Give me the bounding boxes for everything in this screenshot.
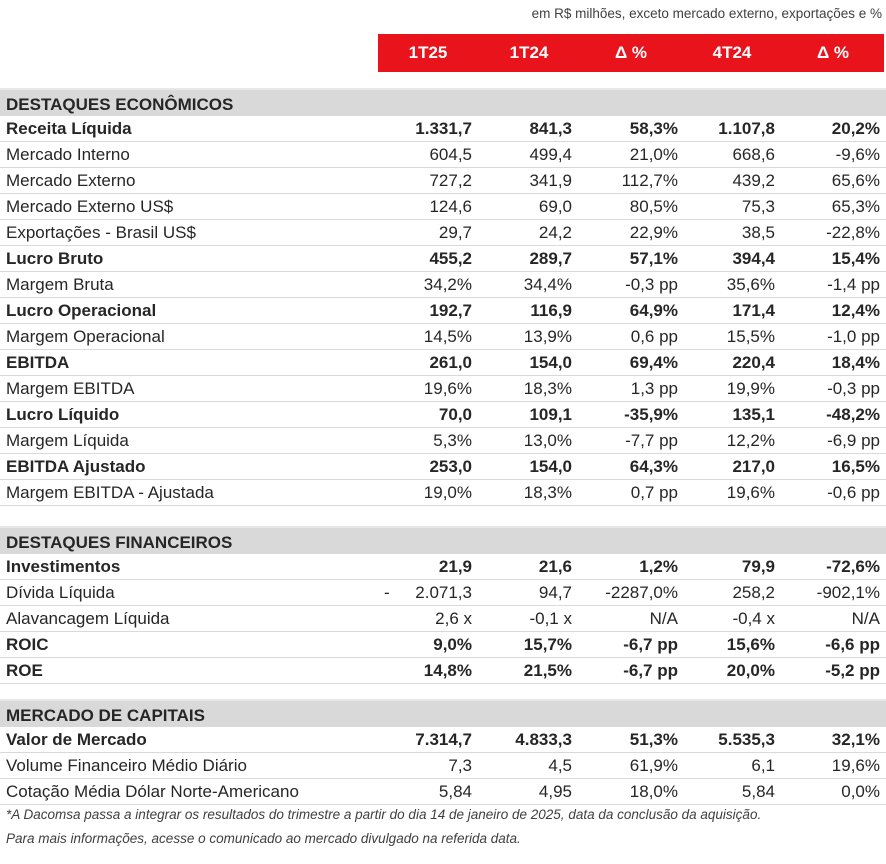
row-label: ROIC bbox=[6, 635, 49, 654]
cell-delta-2: -6,6 pp bbox=[825, 635, 880, 654]
cell-1t25: 1.331,7 bbox=[415, 119, 472, 138]
cell-1t25: 21,9 bbox=[438, 557, 472, 576]
cell-4t24: 217,0 bbox=[732, 457, 775, 476]
cell-delta-2: 16,5% bbox=[831, 457, 880, 476]
cell-delta-2: -48,2% bbox=[826, 405, 880, 424]
cell-1t25: 727,2 bbox=[429, 171, 472, 190]
row-label: Receita Líquida bbox=[6, 119, 132, 138]
cell-delta-2: -1,4 pp bbox=[827, 275, 880, 294]
row-label: Margem Operacional bbox=[6, 327, 165, 346]
cell-delta-1: -0,3 pp bbox=[625, 275, 678, 294]
row-label: Mercado Interno bbox=[6, 145, 130, 164]
cell-1t24: 841,3 bbox=[529, 119, 572, 138]
table-row-margem-operacional bbox=[0, 324, 886, 350]
table-row-margem-bruta bbox=[0, 272, 886, 298]
cell-1t25: 5,84 bbox=[438, 782, 472, 801]
cell-1t25: 124,6 bbox=[429, 197, 472, 216]
cell-delta-1: N/A bbox=[649, 609, 678, 628]
row-label: Lucro Líquido bbox=[6, 405, 120, 424]
cell-1t25: 604,5 bbox=[429, 145, 472, 164]
row-label: Margem Bruta bbox=[6, 275, 114, 294]
cell-delta-1: 1,2% bbox=[639, 557, 678, 576]
footnote-1: *A Dacomsa passa a integrar os resultados do trimestre a partir do dia 14 de janeiro de 2025, data da conclusão da aquisição. bbox=[6, 807, 762, 822]
cell-delta-1: 22,9% bbox=[629, 223, 678, 242]
cell-1t24: 4.833,3 bbox=[515, 730, 572, 749]
column-header-row bbox=[0, 34, 886, 72]
section-mercado-de-capitais bbox=[0, 699, 886, 805]
row-label: Margem Líquida bbox=[6, 431, 129, 450]
table-row-volume-financeiro-medio-diario bbox=[0, 753, 886, 779]
footnote-2: Para mais informações, acesse o comunicado ao mercado divulgado na referida data. bbox=[6, 831, 521, 846]
cell-delta-2: 65,6% bbox=[831, 171, 880, 190]
cell-4t24: 19,6% bbox=[726, 483, 775, 502]
cell-1t25: 5,3% bbox=[433, 431, 472, 450]
cell-1t25: 29,7 bbox=[438, 223, 472, 242]
section-title: MERCADO DE CAPITAIS bbox=[0, 699, 886, 727]
column-header-1t24: 1T24 bbox=[478, 34, 580, 72]
column-header-delta-1: Δ % bbox=[580, 34, 682, 72]
cell-4t24: 668,6 bbox=[732, 145, 775, 164]
cell-4t24: 15,6% bbox=[726, 635, 775, 654]
table-row-margem-ebitda-ajustada bbox=[0, 480, 886, 506]
cell-delta-1: 69,4% bbox=[629, 353, 678, 372]
cell-delta-2: -0,3 pp bbox=[827, 379, 880, 398]
row-label: ROE bbox=[6, 661, 43, 680]
cell-4t24: 79,9 bbox=[741, 557, 775, 576]
cell-4t24: 439,2 bbox=[732, 171, 775, 190]
row-label: EBITDA bbox=[6, 353, 70, 372]
cell-delta-2: 19,6% bbox=[831, 756, 880, 775]
row-label: Dívida Líquida bbox=[6, 583, 115, 602]
table-row-receita-liquida bbox=[0, 116, 886, 142]
cell-1t24: 24,2 bbox=[538, 223, 572, 242]
cell-delta-1: -6,7 pp bbox=[623, 635, 678, 654]
cell-1t24: 4,5 bbox=[548, 756, 572, 775]
table-row-lucro-liquido bbox=[0, 402, 886, 428]
cell-4t24: 6,1 bbox=[751, 756, 775, 775]
row-label: EBITDA Ajustado bbox=[6, 457, 146, 476]
cell-delta-2: -9,6% bbox=[835, 145, 880, 164]
cell-delta-1: 61,9% bbox=[629, 756, 678, 775]
cell-delta-2: -72,6% bbox=[826, 557, 880, 576]
section-title: DESTAQUES FINANCEIROS bbox=[0, 526, 886, 554]
cell-4t24: -0,4 x bbox=[732, 609, 775, 628]
cell-1t25: 7,3 bbox=[448, 756, 472, 775]
row-label: Cotação Média Dólar Norte-Americano bbox=[6, 782, 299, 801]
cell-4t24: 5.535,3 bbox=[718, 730, 775, 749]
cell-delta-1: 21,0% bbox=[629, 145, 678, 164]
table-row-cotacao-media-dolar-norte-americano bbox=[0, 779, 886, 805]
cell-1t25: 14,5% bbox=[423, 327, 472, 346]
cell-1t25: 455,2 bbox=[429, 249, 472, 268]
cell-delta-2: 65,3% bbox=[831, 197, 880, 216]
cell-4t24: 38,5 bbox=[741, 223, 775, 242]
cell-1t24: 341,9 bbox=[529, 171, 572, 190]
table-row-investimentos bbox=[0, 554, 886, 580]
cell-4t24: 35,6% bbox=[726, 275, 775, 294]
row-label: Valor de Mercado bbox=[6, 730, 147, 749]
table-row-exportacoes-brasil-us bbox=[0, 220, 886, 246]
cell-delta-2: -5,2 pp bbox=[825, 661, 880, 680]
cell-1t24: 34,4% bbox=[523, 275, 572, 294]
row-label: Investimentos bbox=[6, 557, 121, 576]
cell-1t25: 9,0% bbox=[433, 635, 472, 654]
cell-1t25: 2,6 x bbox=[435, 609, 472, 628]
cell-delta-2: -1,0 pp bbox=[827, 327, 880, 346]
column-header-delta-2: Δ % bbox=[782, 34, 884, 72]
column-header-4t24: 4T24 bbox=[682, 34, 782, 72]
cell-delta-1: 1,3 pp bbox=[630, 379, 678, 398]
cell-1t24: 154,0 bbox=[529, 353, 572, 372]
cell-1t25: 70,0 bbox=[438, 405, 472, 424]
cell-delta-2: N/A bbox=[851, 609, 880, 628]
row-label: Lucro Bruto bbox=[6, 249, 104, 268]
cell-1t25: 34,2% bbox=[423, 275, 472, 294]
table-row-lucro-operacional bbox=[0, 298, 886, 324]
row-label: Margem EBITDA bbox=[6, 379, 135, 398]
cell-delta-1: 0,6 pp bbox=[630, 327, 678, 346]
section-title: DESTAQUES ECONÔMICOS bbox=[0, 88, 886, 116]
table-row-mercado-externo-us bbox=[0, 194, 886, 220]
cell-1t24: 18,3% bbox=[523, 483, 572, 502]
cell-delta-2: -6,9 pp bbox=[827, 431, 880, 450]
table-row-divida-liquida bbox=[0, 580, 886, 606]
cell-1t24: 109,1 bbox=[529, 405, 572, 424]
cell-delta-1: -6,7 pp bbox=[623, 661, 678, 680]
cell-4t24: 220,4 bbox=[732, 353, 775, 372]
cell-1t24: 69,0 bbox=[538, 197, 572, 216]
table-row-alavancagem-liquida bbox=[0, 606, 886, 632]
row-label: Alavancagem Líquida bbox=[6, 609, 170, 628]
cell-1t24: -0,1 x bbox=[529, 609, 572, 628]
cell-1t25: 2.071,3 bbox=[415, 583, 472, 602]
cell-4t24: 75,3 bbox=[741, 197, 775, 216]
cell-1t24: 94,7 bbox=[538, 583, 572, 602]
cell-1t24: 21,6 bbox=[538, 557, 572, 576]
cell-1t25: 19,0% bbox=[423, 483, 472, 502]
row-label: Margem EBITDA - Ajustada bbox=[6, 483, 214, 502]
cell-1t24: 13,9% bbox=[523, 327, 572, 346]
cell-1t24: 18,3% bbox=[523, 379, 572, 398]
cell-1t25: 7.314,7 bbox=[415, 730, 472, 749]
cell-4t24: 394,4 bbox=[732, 249, 775, 268]
cell-delta-2: -0,6 pp bbox=[827, 483, 880, 502]
cell-delta-1: 112,7% bbox=[621, 171, 678, 190]
cell-1t25: 14,8% bbox=[423, 661, 472, 680]
cell-delta-2: 32,1% bbox=[831, 730, 880, 749]
table-row-ebitda bbox=[0, 350, 886, 376]
table-row-mercado-interno bbox=[0, 142, 886, 168]
cell-delta-2: -22,8% bbox=[826, 223, 880, 242]
cell-1t25: 192,7 bbox=[429, 301, 472, 320]
cell-1t24: 4,95 bbox=[538, 782, 572, 801]
cell-1t25: 253,0 bbox=[429, 457, 472, 476]
cell-1t25: 19,6% bbox=[423, 379, 472, 398]
cell-delta-1: 0,7 pp bbox=[630, 483, 678, 502]
cell-delta-2: 0,0% bbox=[841, 782, 880, 801]
cell-1t24: 13,0% bbox=[523, 431, 572, 450]
cell-delta-2: 12,4% bbox=[831, 301, 880, 320]
cell-1t24: 499,4 bbox=[529, 145, 572, 164]
table-row-roe bbox=[0, 658, 886, 684]
cell-delta-1: 18,0% bbox=[629, 782, 678, 801]
cell-1t24: 15,7% bbox=[523, 635, 572, 654]
cell-delta-1: 57,1% bbox=[629, 249, 678, 268]
cell-4t24: 12,2% bbox=[726, 431, 775, 450]
cell-4t24: 5,84 bbox=[741, 782, 775, 801]
table-row-margem-ebitda bbox=[0, 376, 886, 402]
table-row-roic bbox=[0, 632, 886, 658]
cell-delta-1: 51,3% bbox=[629, 730, 678, 749]
unit-note: em R$ milhões, exceto mercado externo, exportações e % bbox=[531, 6, 882, 21]
cell-1t24: 154,0 bbox=[529, 457, 572, 476]
table-row-ebitda-ajustado bbox=[0, 454, 886, 480]
cell-4t24: 1.107,8 bbox=[718, 119, 775, 138]
cell-1t25: 261,0 bbox=[429, 353, 472, 372]
cell-4t24: 20,0% bbox=[726, 661, 775, 680]
cell-delta-1: 58,3% bbox=[629, 119, 678, 138]
cell-delta-1: 64,3% bbox=[629, 457, 678, 476]
section-destaques-economicos bbox=[0, 88, 886, 506]
cell-delta-2: 18,4% bbox=[831, 353, 880, 372]
cell-delta-1: -2287,0% bbox=[605, 583, 678, 602]
table-row-valor-de-mercado bbox=[0, 727, 886, 753]
cell-delta-2: 15,4% bbox=[831, 249, 880, 268]
cell-delta-1: 80,5% bbox=[629, 197, 678, 216]
cell-delta-2: -902,1% bbox=[816, 583, 880, 602]
cell-4t24: 15,5% bbox=[726, 327, 775, 346]
row-label: Lucro Operacional bbox=[6, 301, 157, 320]
cell-4t24: 258,2 bbox=[732, 583, 775, 602]
cell-1t24: 21,5% bbox=[523, 661, 572, 680]
row-label: Mercado Externo US$ bbox=[6, 197, 174, 216]
column-header-1t25: 1T25 bbox=[378, 34, 478, 72]
cell-4t24: 19,9% bbox=[726, 379, 775, 398]
cell-4t24: 135,1 bbox=[732, 405, 775, 424]
value-prefix: - bbox=[384, 583, 390, 602]
cell-delta-2: 20,2% bbox=[831, 119, 880, 138]
cell-delta-1: 64,9% bbox=[629, 301, 678, 320]
section-destaques-financeiros bbox=[0, 526, 886, 684]
cell-1t24: 116,9 bbox=[530, 301, 572, 320]
table-row-margem-liquida bbox=[0, 428, 886, 454]
row-label: Volume Financeiro Médio Diário bbox=[6, 756, 247, 775]
row-label: Mercado Externo bbox=[6, 171, 136, 190]
table-row-lucro-bruto bbox=[0, 246, 886, 272]
cell-1t24: 289,7 bbox=[529, 249, 572, 268]
table-row-mercado-externo bbox=[0, 168, 886, 194]
cell-delta-1: -7,7 pp bbox=[625, 431, 678, 450]
row-label: Exportações - Brasil US$ bbox=[6, 223, 196, 242]
cell-delta-1: -35,9% bbox=[624, 405, 678, 424]
cell-4t24: 171,4 bbox=[732, 301, 775, 320]
